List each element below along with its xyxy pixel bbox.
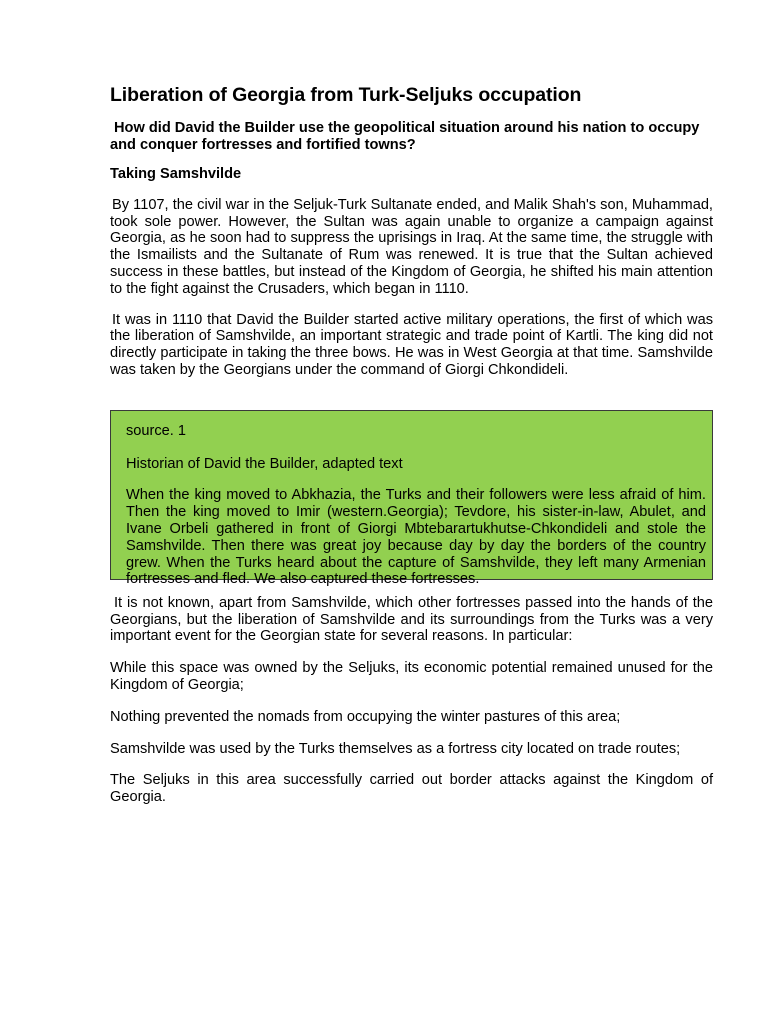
reason-winter-pastures: Nothing prevented the nomads from occupying the winter pastures of this area; xyxy=(110,708,621,725)
reason-fortress-city: Samshvilde was used by the Turks themselves as a fortress city located on trade routes; xyxy=(110,740,681,757)
source-text: When the king moved to Abkhazia, the Turks and their followers were less afraid of him. Then the king moved to Imir (western.Georgia); Tevdore, his sister-in-law, Abulet, and Ivane Orbeli gathered in front of Giorgi Mbtebarartukhutse-Chkondideli and stole the Samshvilde. Then there was great joy because day by day the borders of the country grew. When the Turks heard about the capture of Samshvilde, they left many Armenian fortresses and fled. We also captured these fortresses. xyxy=(126,487,706,588)
document-body xyxy=(110,82,713,806)
source-box xyxy=(110,410,713,588)
section-heading: Taking Samshvilde xyxy=(110,166,242,183)
reason-border-attacks: The Seljuks in this area successfully carried out border attacks against the Kingdom of Georgia. xyxy=(110,772,713,806)
document-title: Liberation of Georgia from Turk-Seljuks occupation xyxy=(110,84,582,106)
source-title: Historian of David the Builder, adapted text xyxy=(126,455,403,472)
reason-economic-potential: While this space was owned by the Seljuks, its economic potential remained unused for the Kingdom of Georgia; xyxy=(110,660,713,693)
paragraph-importance: It is not known, apart from Samshvilde, which other fortresses passed into the hands of the Georgians, but the liberation of Samshvilde and its surroundings from the Turks was a very important event for the Georgian state for several reasons. In particular: xyxy=(110,594,713,645)
source-label: source. 1 xyxy=(126,422,187,439)
guiding-question: How did David the Builder use the geopolitical situation around his nation to occupy and conquer fortresses and fortified towns? xyxy=(110,120,700,153)
paragraph-civil-war: By 1107, the civil war in the Seljuk-Turk Sultanate ended, and Malik Shah's son, Muhammad, took sole power. However, the Sultan was again unable to organize a campaign against Georgia, as he soon had to suppress the uprisings in Iraq. At the same time, the struggle with the Ismailists and the Sultanate of Rum was renewed. It is true that the Sultan achieved success in these battles, but instead of the Kingdom of Georgia, he shifted his main attention to the fight against the Crusaders, which began in 1110. xyxy=(110,196,713,297)
paragraph-military-operations: It was in 1110 that David the Builder started active military operations, the first of which was the liberation of Samshvilde, an important strategic and trade point of Kartli. The king did not directly participate in taking the three bows. He was in West Georgia at that time. Samshvilde was taken by the Georgians under the command of Giorgi Chkondideli. xyxy=(110,311,713,378)
